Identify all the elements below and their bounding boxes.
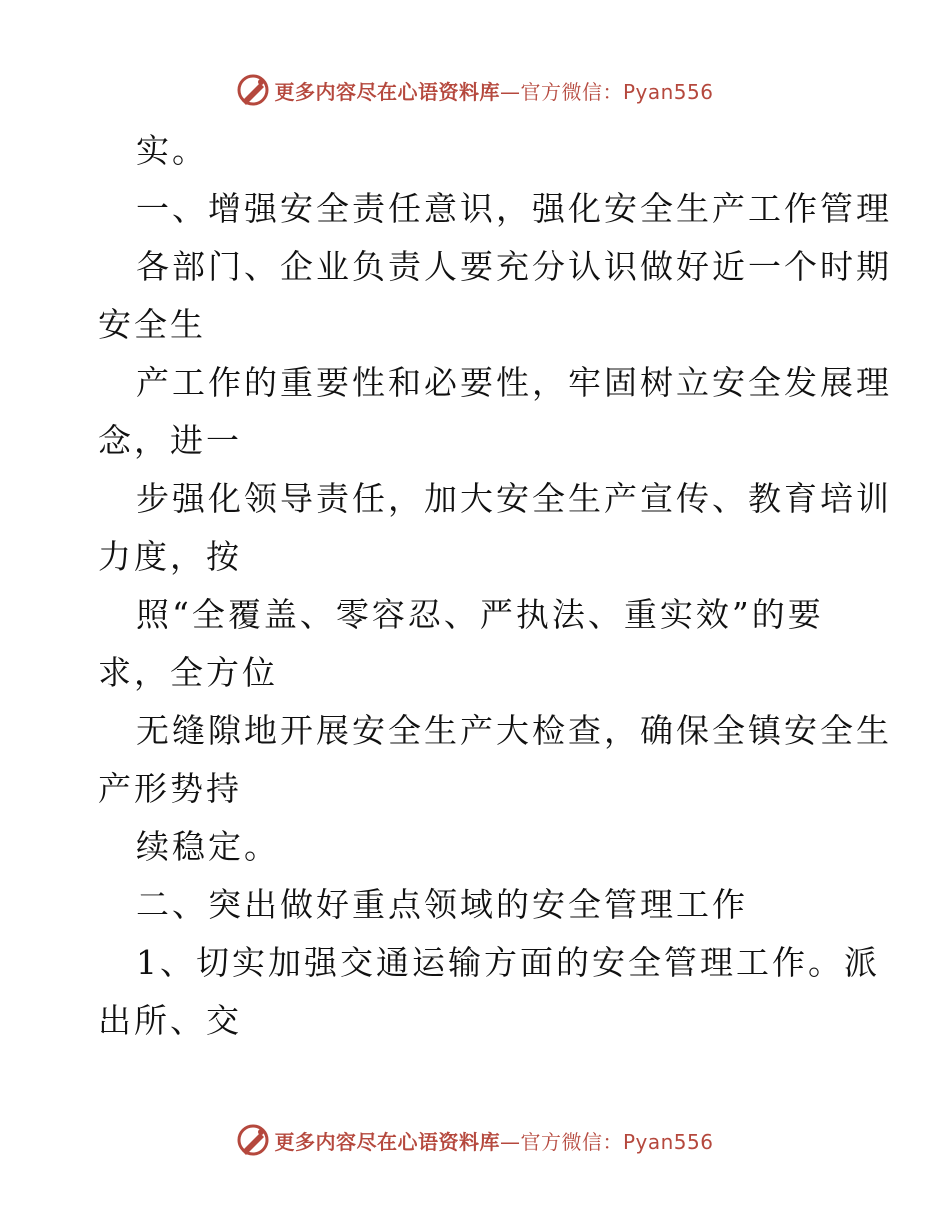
- paragraph-line: 念，进一: [98, 421, 242, 460]
- paragraph-line: 无缝隙地开展安全生产大检查，确保全镇安全生: [136, 711, 892, 750]
- brand-text: 更多内容尽在心语资料库: [274, 1129, 500, 1154]
- paragraph-line: 产工作的重要性和必要性，牢固树立安全发展理: [136, 363, 892, 402]
- watermark-text: [274, 76, 713, 105]
- paragraph-line: 实。: [136, 131, 208, 170]
- watermark-text: [274, 1126, 713, 1155]
- dash: —: [499, 79, 521, 104]
- paragraph-line: 安全生: [98, 305, 206, 344]
- paragraph-line: 产形势持: [98, 769, 242, 808]
- official-text: 官方微信：Pyan556: [520, 79, 714, 104]
- paragraph-line: 出所、交: [98, 1001, 242, 1040]
- pen-logo-icon: [236, 73, 270, 107]
- footer-watermark: [0, 1120, 950, 1160]
- paragraph-line: 照“全覆盖、零容忍、严执法、重实效”的要: [136, 595, 824, 634]
- paragraph-line: 力度，按: [98, 537, 242, 576]
- document-body: [98, 122, 892, 1050]
- official-text: 官方微信：Pyan556: [520, 1129, 714, 1154]
- dash: —: [499, 1129, 521, 1154]
- section-heading: 二、突出做好重点领域的安全管理工作: [136, 885, 748, 924]
- paragraph-line: 续稳定。: [136, 827, 280, 866]
- section-heading: 一、增强安全责任意识，强化安全生产工作管理: [136, 189, 892, 228]
- pen-logo-icon: [236, 1123, 270, 1157]
- brand-text: 更多内容尽在心语资料库: [274, 79, 500, 104]
- paragraph-line: 各部门、企业负责人要充分认识做好近一个时期: [136, 247, 892, 286]
- paragraph-line: 求，全方位: [98, 653, 278, 692]
- header-watermark: [0, 70, 950, 110]
- paragraph-line: 1、切实加强交通运输方面的安全管理工作。派: [136, 943, 880, 982]
- paragraph-line: 步强化领导责任，加大安全生产宣传、教育培训: [136, 479, 892, 518]
